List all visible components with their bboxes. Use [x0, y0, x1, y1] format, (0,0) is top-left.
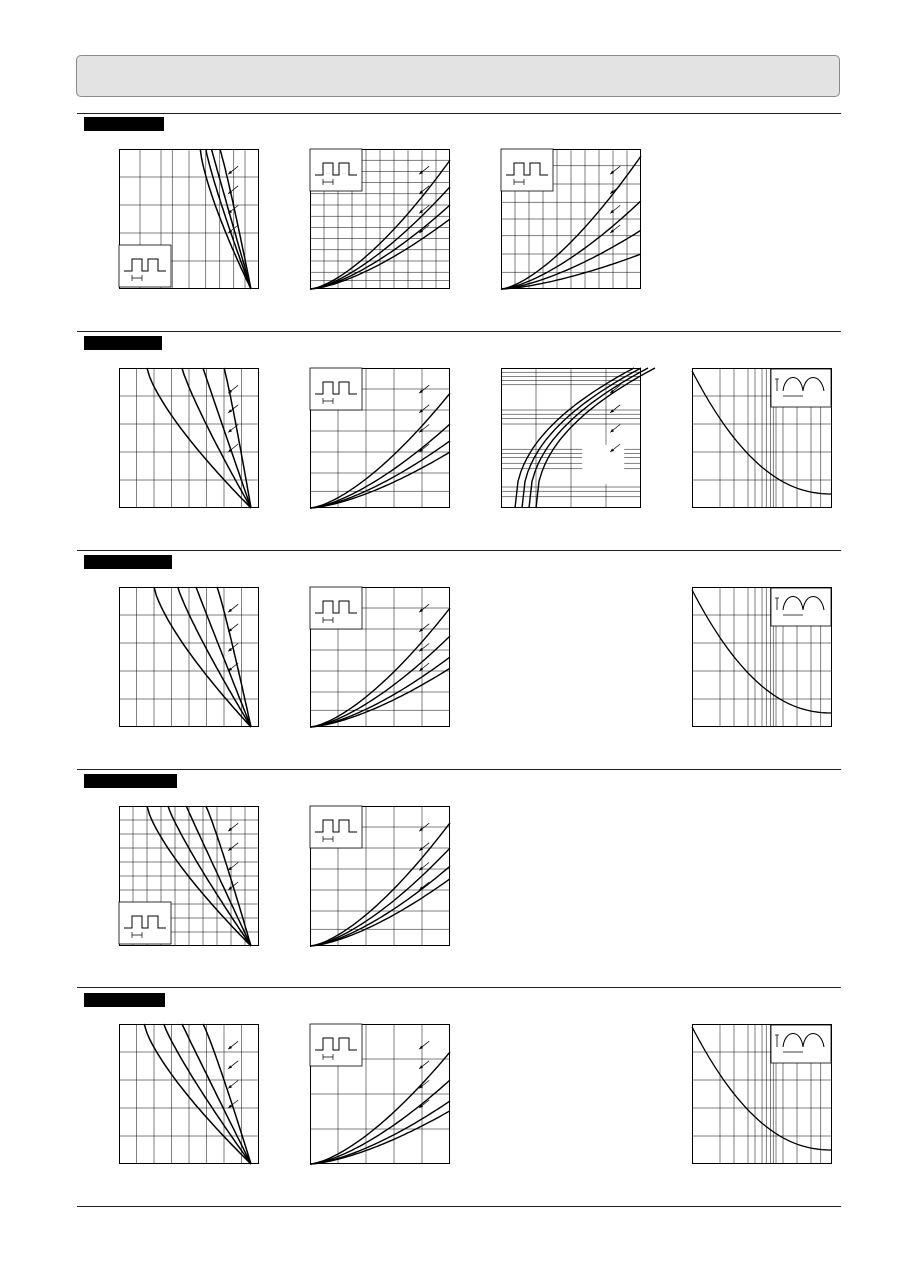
waveform-inset [310, 1024, 362, 1066]
waveform-inset [310, 368, 362, 410]
waveform-inset [119, 902, 171, 944]
waveform-inset [310, 587, 362, 629]
inset-frame [310, 1024, 362, 1066]
inset-frame [771, 588, 831, 626]
curve-series-1 [310, 1052, 450, 1164]
footer-rule [77, 1206, 841, 1207]
legend-box [582, 445, 624, 484]
graph-loss [310, 368, 450, 508]
graph-loss [501, 149, 641, 289]
graph-derating [119, 1024, 259, 1164]
graph-loss [310, 587, 450, 727]
curve-series-3 [310, 441, 450, 508]
waveform-inset [771, 1025, 831, 1063]
section-rule [77, 113, 841, 114]
curve-series-2 [182, 368, 251, 508]
curve-series-1 [144, 1024, 251, 1164]
curve-series-1 [147, 368, 251, 508]
graph-surge [692, 1024, 832, 1164]
waveform-inset [310, 806, 362, 848]
inset-frame [310, 806, 362, 848]
curve-series-4 [224, 368, 251, 508]
curve-series-4 [310, 452, 450, 508]
section-label [84, 117, 164, 131]
curve-series-3 [203, 368, 251, 508]
section-label [84, 555, 172, 569]
inset-frame [501, 149, 553, 191]
waveform-inset [501, 149, 553, 191]
graph-derating [119, 806, 259, 946]
section-rule [77, 331, 841, 332]
section-label [84, 993, 165, 1007]
curve-series-3 [310, 866, 450, 946]
graph-surge [692, 368, 832, 508]
inset-frame [310, 368, 362, 410]
curve-series-4 [310, 1111, 450, 1164]
curve-series-2 [206, 149, 251, 289]
waveform-inset [119, 245, 171, 287]
curve-series-1 [154, 587, 251, 727]
graph-loss [310, 806, 450, 946]
waveform-inset [771, 369, 831, 407]
waveform-inset [771, 588, 831, 626]
graph-vf [501, 368, 641, 508]
inset-frame [119, 245, 171, 287]
curve-series-2 [310, 424, 450, 508]
waveform-inset [310, 149, 362, 191]
graph-derating [119, 149, 259, 289]
curve-series-4 [220, 149, 251, 289]
inset-frame [771, 1025, 831, 1063]
section-rule [77, 769, 841, 770]
graph-loss [310, 149, 450, 289]
section-label [84, 774, 177, 788]
section-rule [77, 550, 841, 551]
inset-frame [310, 587, 362, 629]
curve-series-4 [310, 879, 450, 946]
inset-frame [310, 149, 362, 191]
graph-derating [119, 368, 259, 508]
section-rule [77, 987, 841, 988]
curve-series-4 [203, 1024, 251, 1164]
curve-series-4 [310, 668, 450, 727]
curve-series-2 [164, 1024, 251, 1164]
curve-series-3 [310, 1101, 450, 1164]
graph-surge [692, 587, 832, 727]
graph-loss [310, 1024, 450, 1164]
page-header-bar [76, 55, 840, 97]
graph-derating [119, 587, 259, 727]
curve-series-3 [182, 1024, 251, 1164]
inset-frame [771, 369, 831, 407]
inset-frame [119, 902, 171, 944]
section-label [84, 336, 162, 350]
curve-series-1 [310, 393, 450, 508]
